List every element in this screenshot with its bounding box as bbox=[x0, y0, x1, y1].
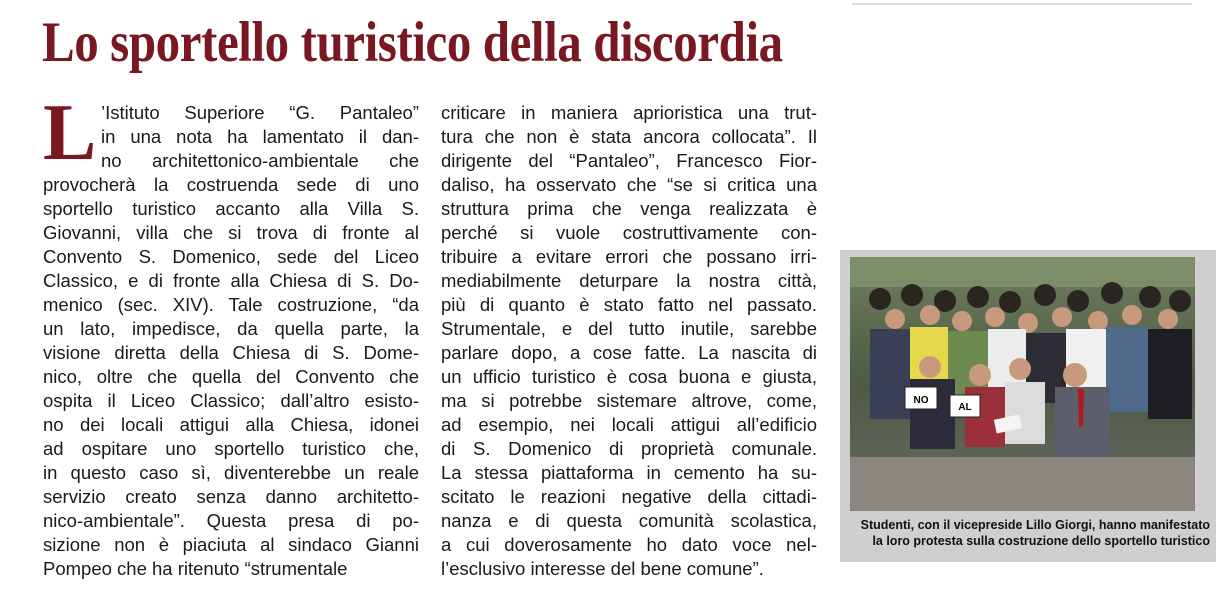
article-line: servizio creato senza danno architetto- bbox=[43, 486, 419, 507]
article-title: Lo sportello turistico della discordia bbox=[42, 11, 783, 74]
article-line: parlare dopo, a cose fatte. La nascita di bbox=[441, 342, 817, 363]
article-line: struttura prima che venga realizzata è bbox=[441, 198, 817, 219]
article-line: a cui doverosamente ho dato voce nel- bbox=[441, 534, 817, 555]
article-line: mediabilmente deturpare la nostra città, bbox=[441, 270, 817, 291]
article-line: nico-ambientale”. Questa presa di po- bbox=[43, 510, 419, 531]
article-line: Strumentale, e del tutto inutile, sarebbe bbox=[441, 318, 817, 339]
photo-frame bbox=[840, 250, 1216, 562]
article-line: ospita il Liceo Classico; dall’altro esisto- bbox=[43, 390, 419, 411]
article-line: in questo caso sì, diventerebbe un reale bbox=[43, 462, 419, 483]
article-line: ad ospitare uno sportello turistico che, bbox=[43, 438, 419, 459]
article-line: provocherà la costruenda sede di uno bbox=[43, 174, 419, 195]
page-edge-rule bbox=[852, 3, 1192, 5]
article-line: un lato, impedisce, da quella parte, la bbox=[43, 318, 419, 339]
article-line: Giovanni, villa che si trova di fronte al bbox=[43, 222, 419, 243]
article-line: no architettonico-ambientale che bbox=[101, 150, 419, 171]
article-line: più di quanto è stato fatto nel passato. bbox=[441, 294, 817, 315]
article-line: sizione non è piaciuta al sindaco Gianni bbox=[43, 534, 419, 555]
article-line: ad esempio, nei locali attigui all’edificio bbox=[441, 414, 817, 435]
article-line: ’Istituto Superiore “G. Pantaleo” bbox=[101, 102, 419, 123]
article-line: tribuire a evitare errori che possano irri- bbox=[441, 246, 817, 267]
caption-line-1: Studenti, con il vicepreside Lillo Giorgi, hanno manifestato bbox=[860, 518, 1210, 532]
photo-caption bbox=[840, 517, 1210, 549]
article-line: Convento S. Domenico, sede del Liceo bbox=[43, 246, 419, 267]
article-line: perché si vuole costruttivamente con- bbox=[441, 222, 817, 243]
article-line: visione diretta della Chiesa di S. Dome- bbox=[43, 342, 419, 363]
article-line: nanza e di questa comunità scolastica, bbox=[441, 510, 817, 531]
article-column-2 bbox=[441, 101, 817, 581]
article-line: scitato le reazioni negative della cittadi- bbox=[441, 486, 817, 507]
article-column-1 bbox=[43, 101, 419, 581]
article-line: menico (sec. XIV). Tale costruzione, “da bbox=[43, 294, 419, 315]
article-line: dirigente del “Pantaleo”, Francesco Fior- bbox=[441, 150, 817, 171]
article-line: ma si potrebbe sistemare altrove, come, bbox=[441, 390, 817, 411]
article-line: nico, oltre che quella del Convento che bbox=[43, 366, 419, 387]
article-line: daliso, ha osservato che “se si critica una bbox=[441, 174, 817, 195]
article-line: di S. Domenico di proprietà comunale. bbox=[441, 438, 817, 459]
article-line: in una nota ha lamentato il dan- bbox=[101, 126, 419, 147]
sign-al-text: AL bbox=[958, 402, 972, 413]
drop-cap: L bbox=[43, 89, 97, 177]
article-line: criticare in maniera aprioristica una trut- bbox=[441, 102, 817, 123]
article-line: La stessa piattaforma in cemento ha su- bbox=[441, 462, 817, 483]
caption-line-2: la loro protesta sulla costruzione dello sportello turistico bbox=[872, 534, 1210, 548]
students-group-illustration bbox=[850, 257, 1195, 511]
protest-photo bbox=[850, 257, 1195, 511]
article-line: Classico, e di fronte alla Chiesa di S. Do- bbox=[43, 270, 419, 291]
article-line: un ufficio turistico è cosa buona e giusta, bbox=[441, 366, 817, 387]
sign-no-text: NO bbox=[913, 395, 929, 406]
article-line: l’esclusivo interesse del bene comune”. bbox=[441, 558, 764, 579]
article-line: tura che non è stata ancora collocata”. Il bbox=[441, 126, 817, 147]
article-line: no dei locali attigui alla Chiesa, idonei bbox=[43, 414, 419, 435]
article-line: sportello turistico accanto alla Villa S. bbox=[43, 198, 419, 219]
article-line: Pompeo che ha ritenuto “strumentale bbox=[43, 558, 348, 579]
